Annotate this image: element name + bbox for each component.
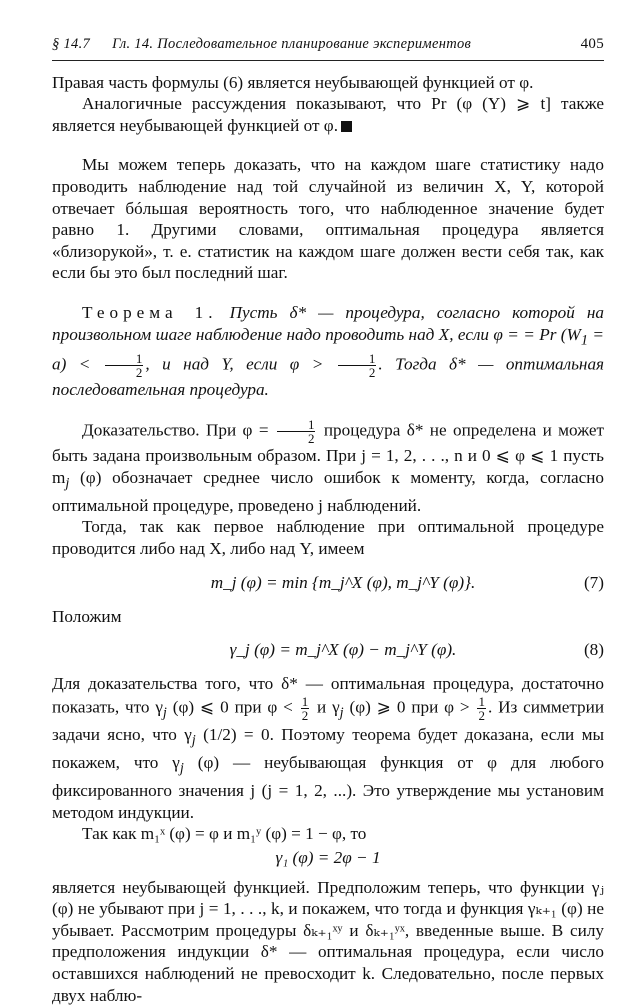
paragraph-6: Положим	[52, 606, 122, 626]
proof-text-a: Доказательство. При φ =	[82, 420, 269, 440]
equation-7-body: m_j (φ) = min {m_j^X (φ), m_j^Y (φ)}.	[210, 572, 476, 592]
paragraph-3: Мы можем теперь доказать, что на каждом шаге статистику надо проводить наблюдение над той случайной из величин X, Y, которой отвечает бóльшая вероятность того, что наблюденное значение будет равно 1. Другими словами, оптимальная процедура является «близорукой», т. е. статистик на каждом шаге должен вести себя так, как если бы это был последний шаг.	[52, 155, 604, 283]
paragraph-7: Для доказательства того, что δ* — оптимальная процедура, достаточно показать, что $\gamma_j$ (φ) ⩽ 0 при φ < $\frac{1}{2}$ и $\gamma_j$ (φ) ⩾ 0 при φ > $\frac{1}{2}$ . Из симметрии задачи ясно, что $\gamma_j$ (1/2) = 0. Поэтому теорема будет доказана, если мы покажем, что $\gamma_j$ (φ) — неубывающая функция от φ для любого фиксированного значения j (j = 1, 2, ...). Это утверждение мы установим методом индукции.	[52, 674, 605, 822]
theorem-label: Теорема 1.	[82, 302, 218, 322]
paragraph-1: Правая часть формулы (6) является неубывающей функцией от φ.	[52, 72, 534, 92]
proof-paragraph	[52, 418, 604, 516]
fraction-one-half: $\frac{1}{2}$	[105, 352, 144, 379]
equation-8	[52, 637, 604, 663]
theorem-text-d: . Тогда δ* — оптимальная последовательная процедура.	[52, 354, 605, 399]
theorem-text-c: , и над Y, если φ >	[145, 354, 324, 374]
running-header	[52, 34, 604, 61]
equation-8-body: γ_j (φ) = m_j^X (φ) − m_j^Y (φ).	[229, 640, 457, 660]
fraction-one-half: $\frac{1}{2}$	[277, 418, 316, 445]
paragraph-9: является неубывающей функцией. Предположим теперь, что функции γⱼ (φ) не убывают при j = 1, . . ., k, и покажем, что тогда и функция γₖ₊₁ (φ) не убывает. Рассмотрим процедуры δₖ₊₁ˣʸ и δₖ₊₁ʸˣ, введенные выше. В силу предположения индукции δ* — оптимальная процедура, если число оставшихся наблюдений не превосходит k. Следовательно, после первых двух наблю-	[52, 877, 604, 1005]
fraction-one-half: $\frac{1}{2}$	[338, 352, 377, 379]
chapter-title: Гл. 14. Последовательное планирование экспериментов	[112, 36, 472, 52]
paragraph-2-text: Аналогичные рассуждения показывают, что Pr (φ (Y) ⩾ t] также является неубывающей функцией от φ.	[52, 94, 604, 135]
theorem-1	[52, 302, 604, 400]
equation-7-number: (7)	[583, 572, 604, 592]
subscript-j: j	[65, 475, 70, 492]
proof-text-c: (φ) обозначает среднее число ошибок к моменту, когда, согласно оптимальной процедуре, проведено j наблюдений.	[52, 467, 604, 515]
fraction-one-half: $\frac{1}{2}$	[478, 693, 485, 723]
equation-gamma-1: γ₁ (φ) = 2φ − 1	[275, 848, 381, 868]
fraction-one-half: $\frac{1}{2}$	[301, 693, 309, 723]
theorem-text-b: = a) <	[52, 324, 604, 374]
paragraph-8: Так как m₁ˣ (φ) = φ и m₁ʸ (φ) = 1 − φ, то	[82, 824, 367, 844]
equation-7	[52, 570, 604, 596]
paragraph-2	[52, 93, 604, 136]
page-number: 405	[580, 36, 604, 52]
theorem-text-a: Пусть δ* — процедура, согласно которой на произвольном шаге наблюдение надо проводить над X, если φ = = Pr (W	[52, 302, 604, 344]
theorem-subscript: 1	[580, 331, 589, 348]
section-number: § 14.7	[52, 36, 91, 52]
proof-text-b: процедура δ* не определена и может быть задана произвольным образом. При j = 1, 2, . . ., n и 0 ⩽ φ ⩽ 1 пусть m	[52, 420, 604, 487]
paragraph-5: Тогда, так как первое наблюдение при оптимальной процедуре проводится либо над X, либо над Y, имеем	[52, 517, 604, 558]
equation-8-number: (8)	[583, 640, 604, 660]
